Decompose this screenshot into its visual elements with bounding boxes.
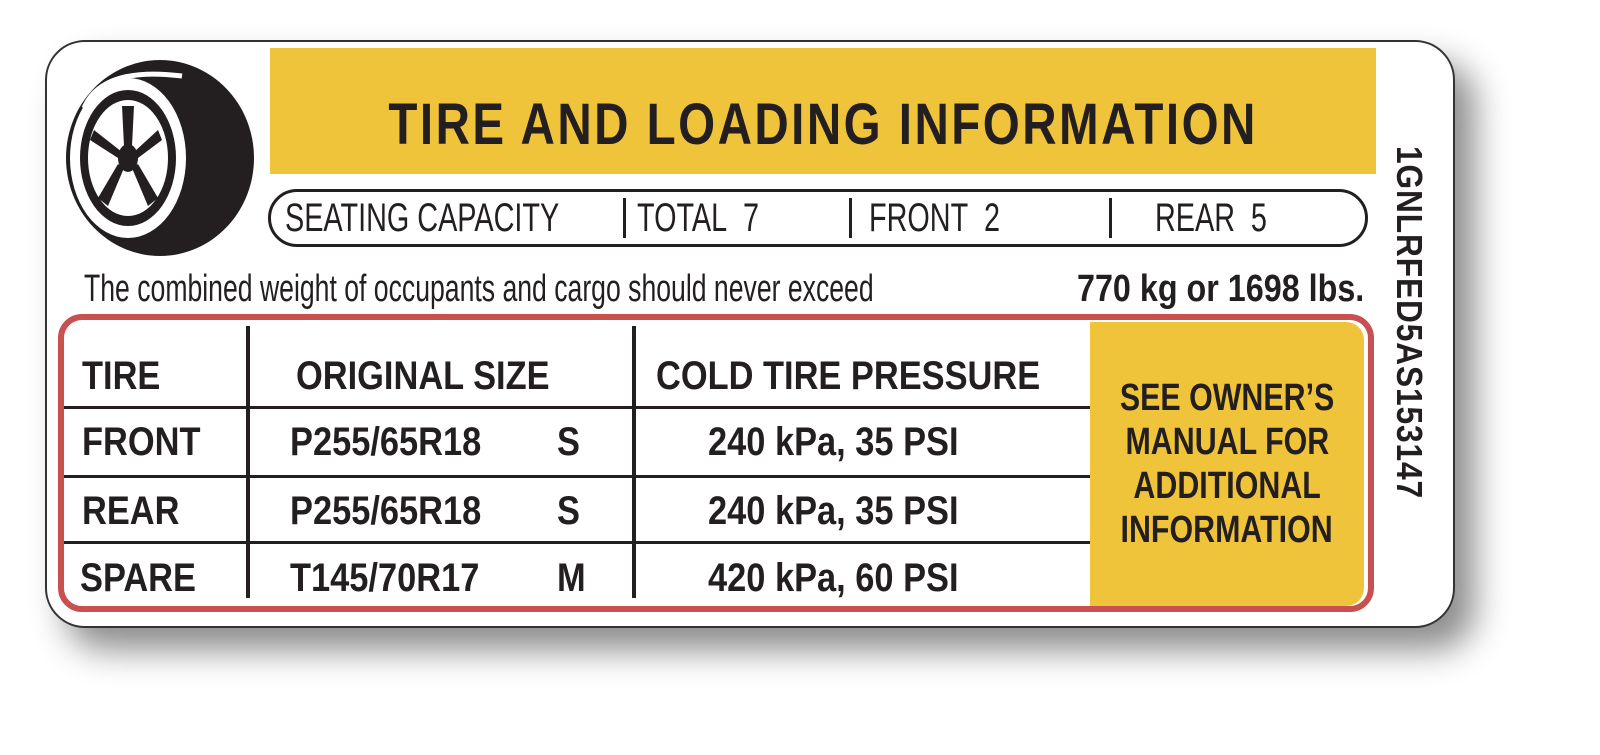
- header-original-size: ORIGINAL SIZE: [296, 354, 550, 398]
- seating-capacity-cell: [271, 192, 623, 244]
- tire-icon: [62, 58, 254, 258]
- seating-front-cell: [849, 192, 1109, 244]
- seating-front-label: FRONT: [869, 195, 969, 240]
- seating-rear: [1155, 196, 1283, 241]
- seating-rear-value: 5: [1250, 195, 1267, 240]
- row-divider: [64, 406, 1090, 409]
- owners-note-line: INFORMATION: [1120, 509, 1334, 551]
- row-pressure: 420 kPa, 60 PSI: [708, 556, 959, 600]
- row-speed-rating: S: [557, 489, 580, 533]
- weight-note: [84, 266, 1384, 312]
- row-speed-rating: S: [557, 420, 580, 464]
- seat-divider: [623, 198, 626, 238]
- row-divider: [64, 541, 1090, 544]
- owners-manual-note: [1090, 322, 1364, 606]
- label-title: TIRE AND LOADING INFORMATION: [388, 91, 1258, 157]
- seating-front: [869, 196, 1016, 241]
- weight-note-text: The combined weight of occupants and cargo should never exceed: [84, 267, 874, 310]
- vin-text: 1GNLRFED5AS153147: [1389, 146, 1430, 500]
- row-pressure: 240 kPa, 35 PSI: [708, 420, 959, 464]
- header-cold-tire-pressure: COLD TIRE PRESSURE: [656, 354, 1041, 398]
- seat-divider: [849, 198, 852, 238]
- row-divider: [64, 475, 1090, 478]
- row-speed-rating: M: [557, 556, 586, 600]
- weight-limit: 770 kg or 1698 lbs.: [1077, 267, 1365, 310]
- seat-divider: [1109, 198, 1112, 238]
- owners-note-line: SEE OWNER’S: [1119, 377, 1335, 419]
- column-divider: [632, 326, 636, 598]
- seating-total: [637, 196, 775, 241]
- owners-note-line: MANUAL FOR: [1125, 421, 1329, 463]
- row-size: P255/65R18: [290, 420, 482, 464]
- row-size: T145/70R17: [290, 556, 480, 600]
- column-divider: [246, 326, 250, 598]
- row-tire: REAR: [82, 489, 180, 533]
- owners-note-line: ADDITIONAL: [1133, 465, 1321, 507]
- row-pressure: 240 kPa, 35 PSI: [708, 489, 959, 533]
- seating-capacity-label: SEATING CAPACITY: [285, 195, 560, 240]
- seating-total-cell: [623, 192, 849, 244]
- seating-capacity-bar: [268, 189, 1368, 247]
- seating-rear-label: REAR: [1155, 195, 1236, 240]
- seating-rear-cell: [1109, 192, 1365, 244]
- seating-total-label: TOTAL: [637, 195, 728, 240]
- title-band: [270, 48, 1376, 174]
- header-tire: TIRE: [82, 354, 161, 398]
- seating-total-value: 7: [742, 195, 760, 240]
- seating-front-value: 2: [984, 195, 1001, 240]
- row-size: P255/65R18: [290, 489, 482, 533]
- vin-number: [1389, 146, 1432, 566]
- row-tire: FRONT: [82, 420, 201, 464]
- row-tire: SPARE: [80, 556, 196, 600]
